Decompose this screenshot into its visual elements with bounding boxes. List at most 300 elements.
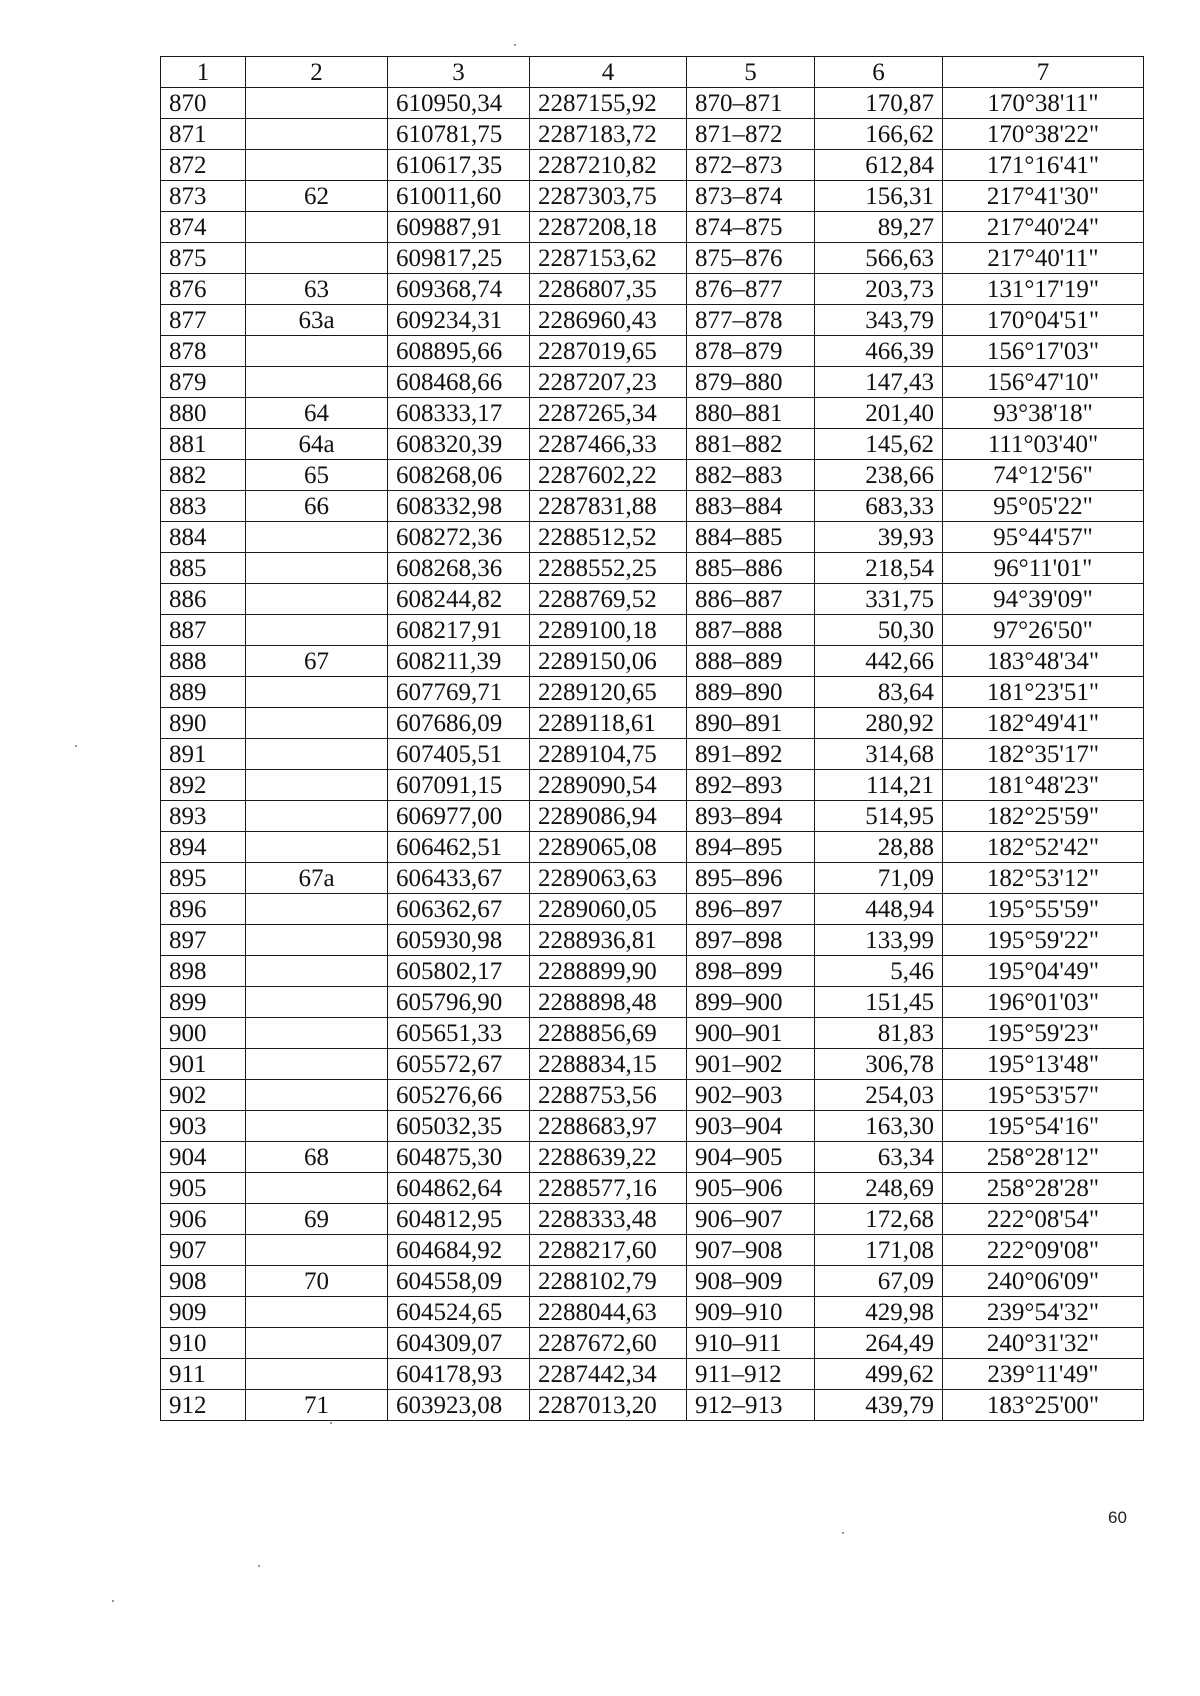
cell-segment: 885–886	[687, 553, 815, 584]
cell-segment: 902–903	[687, 1080, 815, 1111]
cell-coordinate-y: 2289065,08	[530, 832, 687, 863]
cell-sign-number	[246, 584, 388, 615]
cell-bearing: 74°12'56"	[943, 460, 1144, 491]
cell-coordinate-y: 2287831,88	[530, 491, 687, 522]
page-number: 60	[1108, 1508, 1127, 1527]
table-row	[161, 1297, 1144, 1328]
cell-point-number: 902	[161, 1080, 246, 1111]
table-row	[161, 398, 1144, 429]
cell-coordinate-y: 2288856,69	[530, 1018, 687, 1049]
coordinates-table	[160, 56, 1144, 1421]
cell-coordinate-x: 610011,60	[388, 181, 530, 212]
cell-coordinate-y: 2288769,52	[530, 584, 687, 615]
table-row	[161, 1142, 1144, 1173]
cell-point-number: 895	[161, 863, 246, 894]
scan-speck	[258, 1565, 260, 1567]
cell-bearing: 183°48'34"	[943, 646, 1144, 677]
cell-bearing: 195°13'48"	[943, 1049, 1144, 1080]
cell-coordinate-y: 2287019,65	[530, 336, 687, 367]
cell-sign-number	[246, 1018, 388, 1049]
cell-length: 280,92	[815, 708, 943, 739]
cell-coordinate-x: 607405,51	[388, 739, 530, 770]
scan-speck	[842, 1532, 844, 1534]
column-header-2: 2	[246, 57, 388, 88]
cell-coordinate-x: 605802,17	[388, 956, 530, 987]
cell-sign-number: 67a	[246, 863, 388, 894]
cell-segment: 878–879	[687, 336, 815, 367]
cell-coordinate-x: 610617,35	[388, 150, 530, 181]
cell-length: 163,30	[815, 1111, 943, 1142]
cell-coordinate-y: 2288834,15	[530, 1049, 687, 1080]
cell-coordinate-x: 608895,66	[388, 336, 530, 367]
cell-length: 171,08	[815, 1235, 943, 1266]
cell-length: 114,21	[815, 770, 943, 801]
cell-bearing: 94°39'09"	[943, 584, 1144, 615]
cell-sign-number: 67	[246, 646, 388, 677]
cell-sign-number: 69	[246, 1204, 388, 1235]
cell-segment: 893–894	[687, 801, 815, 832]
cell-coordinate-x: 606433,67	[388, 863, 530, 894]
cell-length: 151,45	[815, 987, 943, 1018]
cell-point-number: 893	[161, 801, 246, 832]
table-row	[161, 894, 1144, 925]
cell-coordinate-x: 608332,98	[388, 491, 530, 522]
cell-coordinate-y: 2288512,52	[530, 522, 687, 553]
table-row	[161, 1390, 1144, 1421]
table-row	[161, 1328, 1144, 1359]
cell-coordinate-y: 2287208,18	[530, 212, 687, 243]
cell-coordinate-x: 604178,93	[388, 1359, 530, 1390]
cell-bearing: 97°26'50"	[943, 615, 1144, 646]
cell-segment: 907–908	[687, 1235, 815, 1266]
cell-segment: 876–877	[687, 274, 815, 305]
cell-coordinate-y: 2287265,34	[530, 398, 687, 429]
cell-segment: 891–892	[687, 739, 815, 770]
cell-segment: 880–881	[687, 398, 815, 429]
cell-sign-number	[246, 956, 388, 987]
cell-coordinate-y: 2288899,90	[530, 956, 687, 987]
cell-sign-number: 63	[246, 274, 388, 305]
cell-point-number: 907	[161, 1235, 246, 1266]
cell-coordinate-x: 608272,36	[388, 522, 530, 553]
cell-segment: 899–900	[687, 987, 815, 1018]
cell-bearing: 195°55'59"	[943, 894, 1144, 925]
cell-coordinate-x: 608217,91	[388, 615, 530, 646]
table-row	[161, 956, 1144, 987]
cell-coordinate-y: 2289104,75	[530, 739, 687, 770]
cell-sign-number	[246, 522, 388, 553]
cell-segment: 875–876	[687, 243, 815, 274]
cell-coordinate-y: 2288936,81	[530, 925, 687, 956]
cell-segment: 904–905	[687, 1142, 815, 1173]
cell-segment: 900–901	[687, 1018, 815, 1049]
cell-coordinate-x: 604875,30	[388, 1142, 530, 1173]
cell-coordinate-x: 605930,98	[388, 925, 530, 956]
cell-coordinate-y: 2288102,79	[530, 1266, 687, 1297]
cell-segment: 909–910	[687, 1297, 815, 1328]
cell-bearing: 95°05'22"	[943, 491, 1144, 522]
cell-bearing: 195°59'23"	[943, 1018, 1144, 1049]
cell-coordinate-x: 609887,91	[388, 212, 530, 243]
cell-coordinate-y: 2287466,33	[530, 429, 687, 460]
cell-length: 499,62	[815, 1359, 943, 1390]
cell-length: 203,73	[815, 274, 943, 305]
cell-bearing: 156°47'10"	[943, 367, 1144, 398]
header-row	[161, 57, 1144, 88]
cell-coordinate-y: 2289060,05	[530, 894, 687, 925]
cell-point-number: 908	[161, 1266, 246, 1297]
cell-length: 71,09	[815, 863, 943, 894]
cell-segment: 874–875	[687, 212, 815, 243]
cell-segment: 898–899	[687, 956, 815, 987]
cell-sign-number	[246, 1328, 388, 1359]
cell-segment: 872–873	[687, 150, 815, 181]
cell-point-number: 897	[161, 925, 246, 956]
cell-segment: 901–902	[687, 1049, 815, 1080]
cell-bearing: 170°38'11"	[943, 88, 1144, 119]
cell-sign-number: 65	[246, 460, 388, 491]
cell-coordinate-y: 2288639,22	[530, 1142, 687, 1173]
table-row	[161, 1080, 1144, 1111]
table-row	[161, 150, 1144, 181]
cell-coordinate-y: 2287210,82	[530, 150, 687, 181]
cell-coordinate-x: 607769,71	[388, 677, 530, 708]
cell-length: 166,62	[815, 119, 943, 150]
cell-coordinate-y: 2288217,60	[530, 1235, 687, 1266]
cell-segment: 906–907	[687, 1204, 815, 1235]
cell-sign-number	[246, 119, 388, 150]
table-row	[161, 708, 1144, 739]
cell-point-number: 885	[161, 553, 246, 584]
table-row	[161, 584, 1144, 615]
table-row	[161, 615, 1144, 646]
cell-bearing: 93°38'18"	[943, 398, 1144, 429]
cell-length: 439,79	[815, 1390, 943, 1421]
table-row	[161, 832, 1144, 863]
cell-length: 264,49	[815, 1328, 943, 1359]
table-row	[161, 863, 1144, 894]
cell-point-number: 878	[161, 336, 246, 367]
cell-segment: 911–912	[687, 1359, 815, 1390]
cell-bearing: 195°04'49"	[943, 956, 1144, 987]
cell-coordinate-y: 2288333,48	[530, 1204, 687, 1235]
table-row	[161, 1266, 1144, 1297]
cell-bearing: 240°31'32"	[943, 1328, 1144, 1359]
cell-coordinate-y: 2288753,56	[530, 1080, 687, 1111]
table-row	[161, 646, 1144, 677]
cell-bearing: 170°04'51"	[943, 305, 1144, 336]
cell-sign-number: 71	[246, 1390, 388, 1421]
cell-bearing: 156°17'03"	[943, 336, 1144, 367]
cell-coordinate-y: 2287602,22	[530, 460, 687, 491]
cell-segment: 888–889	[687, 646, 815, 677]
table-row	[161, 274, 1144, 305]
cell-coordinate-y: 2288577,16	[530, 1173, 687, 1204]
cell-coordinate-x: 603923,08	[388, 1390, 530, 1421]
cell-segment: 892–893	[687, 770, 815, 801]
cell-point-number: 909	[161, 1297, 246, 1328]
cell-length: 448,94	[815, 894, 943, 925]
cell-sign-number: 70	[246, 1266, 388, 1297]
cell-sign-number	[246, 1080, 388, 1111]
cell-coordinate-x: 609368,74	[388, 274, 530, 305]
cell-point-number: 900	[161, 1018, 246, 1049]
cell-length: 218,54	[815, 553, 943, 584]
cell-length: 566,63	[815, 243, 943, 274]
table-row	[161, 1235, 1144, 1266]
cell-segment: 881–882	[687, 429, 815, 460]
table-row	[161, 1173, 1144, 1204]
cell-point-number: 899	[161, 987, 246, 1018]
cell-coordinate-x: 608468,66	[388, 367, 530, 398]
cell-segment: 908–909	[687, 1266, 815, 1297]
cell-sign-number	[246, 150, 388, 181]
cell-coordinate-x: 608268,36	[388, 553, 530, 584]
cell-sign-number: 62	[246, 181, 388, 212]
cell-point-number: 890	[161, 708, 246, 739]
cell-point-number: 883	[161, 491, 246, 522]
cell-point-number: 881	[161, 429, 246, 460]
cell-point-number: 903	[161, 1111, 246, 1142]
cell-coordinate-x: 606977,00	[388, 801, 530, 832]
scan-speck	[75, 745, 77, 747]
cell-length: 83,64	[815, 677, 943, 708]
table-row	[161, 522, 1144, 553]
cell-point-number: 879	[161, 367, 246, 398]
cell-coordinate-x: 608333,17	[388, 398, 530, 429]
cell-sign-number	[246, 894, 388, 925]
cell-point-number: 910	[161, 1328, 246, 1359]
column-header-3: 3	[388, 57, 530, 88]
cell-point-number: 872	[161, 150, 246, 181]
cell-coordinate-x: 604812,95	[388, 1204, 530, 1235]
cell-length: 67,09	[815, 1266, 943, 1297]
table-row	[161, 491, 1144, 522]
table-row	[161, 801, 1144, 832]
table-row	[161, 739, 1144, 770]
cell-sign-number	[246, 1111, 388, 1142]
cell-point-number: 874	[161, 212, 246, 243]
cell-bearing: 170°38'22"	[943, 119, 1144, 150]
cell-bearing: 95°44'57"	[943, 522, 1144, 553]
table-row	[161, 367, 1144, 398]
cell-sign-number	[246, 770, 388, 801]
cell-coordinate-x: 605032,35	[388, 1111, 530, 1142]
cell-sign-number: 64a	[246, 429, 388, 460]
table-row	[161, 1204, 1144, 1235]
cell-coordinate-y: 2287013,20	[530, 1390, 687, 1421]
cell-length: 466,39	[815, 336, 943, 367]
cell-bearing: 171°16'41"	[943, 150, 1144, 181]
cell-coordinate-x: 606362,67	[388, 894, 530, 925]
cell-length: 89,27	[815, 212, 943, 243]
cell-coordinate-y: 2287303,75	[530, 181, 687, 212]
cell-bearing: 181°48'23"	[943, 770, 1144, 801]
cell-sign-number	[246, 708, 388, 739]
cell-length: 5,46	[815, 956, 943, 987]
cell-bearing: 239°11'49"	[943, 1359, 1144, 1390]
cell-length: 201,40	[815, 398, 943, 429]
cell-sign-number: 64	[246, 398, 388, 429]
table-row	[161, 460, 1144, 491]
cell-bearing: 217°40'11"	[943, 243, 1144, 274]
cell-coordinate-x: 604862,64	[388, 1173, 530, 1204]
cell-bearing: 181°23'51"	[943, 677, 1144, 708]
table-row	[161, 212, 1144, 243]
cell-coordinate-y: 2287672,60	[530, 1328, 687, 1359]
table-row	[161, 1018, 1144, 1049]
column-header-6: 6	[815, 57, 943, 88]
cell-coordinate-y: 2288683,97	[530, 1111, 687, 1142]
cell-length: 612,84	[815, 150, 943, 181]
cell-coordinate-x: 608268,06	[388, 460, 530, 491]
cell-coordinate-y: 2289090,54	[530, 770, 687, 801]
cell-bearing: 96°11'01"	[943, 553, 1144, 584]
column-header-5: 5	[687, 57, 815, 88]
cell-point-number: 875	[161, 243, 246, 274]
cell-coordinate-y: 2286807,35	[530, 274, 687, 305]
cell-coordinate-y: 2287183,72	[530, 119, 687, 150]
cell-bearing: 258°28'28"	[943, 1173, 1144, 1204]
cell-sign-number: 63a	[246, 305, 388, 336]
cell-coordinate-x: 604309,07	[388, 1328, 530, 1359]
cell-coordinate-y: 2288044,63	[530, 1297, 687, 1328]
cell-coordinate-x: 610781,75	[388, 119, 530, 150]
cell-point-number: 896	[161, 894, 246, 925]
scan-speck	[330, 1422, 332, 1424]
cell-coordinate-x: 604524,65	[388, 1297, 530, 1328]
cell-coordinate-x: 608320,39	[388, 429, 530, 460]
cell-length: 683,33	[815, 491, 943, 522]
cell-sign-number	[246, 1049, 388, 1080]
cell-segment: 884–885	[687, 522, 815, 553]
cell-sign-number	[246, 987, 388, 1018]
cell-segment: 896–897	[687, 894, 815, 925]
cell-coordinate-y: 2289120,65	[530, 677, 687, 708]
cell-point-number: 891	[161, 739, 246, 770]
cell-bearing: 239°54'32"	[943, 1297, 1144, 1328]
cell-point-number: 882	[161, 460, 246, 491]
cell-coordinate-x: 605276,66	[388, 1080, 530, 1111]
cell-segment: 894–895	[687, 832, 815, 863]
cell-coordinate-y: 2287207,23	[530, 367, 687, 398]
cell-point-number: 870	[161, 88, 246, 119]
cell-length: 147,43	[815, 367, 943, 398]
cell-coordinate-x: 605651,33	[388, 1018, 530, 1049]
cell-length: 248,69	[815, 1173, 943, 1204]
cell-sign-number	[246, 88, 388, 119]
table-row	[161, 677, 1144, 708]
cell-point-number: 884	[161, 522, 246, 553]
table-row	[161, 925, 1144, 956]
cell-length: 133,99	[815, 925, 943, 956]
cell-sign-number	[246, 925, 388, 956]
cell-segment: 895–896	[687, 863, 815, 894]
cell-sign-number: 66	[246, 491, 388, 522]
cell-segment: 870–871	[687, 88, 815, 119]
cell-coordinate-y: 2289118,61	[530, 708, 687, 739]
cell-coordinate-x: 604684,92	[388, 1235, 530, 1266]
cell-coordinate-x: 604558,09	[388, 1266, 530, 1297]
cell-segment: 897–898	[687, 925, 815, 956]
cell-coordinate-y: 2287153,62	[530, 243, 687, 274]
cell-length: 514,95	[815, 801, 943, 832]
cell-sign-number	[246, 367, 388, 398]
cell-coordinate-y: 2287442,34	[530, 1359, 687, 1390]
cell-coordinate-y: 2288898,48	[530, 987, 687, 1018]
cell-bearing: 195°59'22"	[943, 925, 1144, 956]
column-header-1: 1	[161, 57, 246, 88]
cell-segment: 912–913	[687, 1390, 815, 1421]
cell-sign-number	[246, 212, 388, 243]
table-row	[161, 336, 1144, 367]
cell-point-number: 898	[161, 956, 246, 987]
table-row	[161, 429, 1144, 460]
cell-length: 156,31	[815, 181, 943, 212]
cell-bearing: 131°17'19"	[943, 274, 1144, 305]
cell-bearing: 182°49'41"	[943, 708, 1144, 739]
cell-point-number: 886	[161, 584, 246, 615]
cell-bearing: 182°52'42"	[943, 832, 1144, 863]
cell-point-number: 904	[161, 1142, 246, 1173]
cell-length: 63,34	[815, 1142, 943, 1173]
cell-segment: 871–872	[687, 119, 815, 150]
cell-segment: 873–874	[687, 181, 815, 212]
column-header-4: 4	[530, 57, 687, 88]
table-row	[161, 88, 1144, 119]
cell-length: 314,68	[815, 739, 943, 770]
cell-bearing: 240°06'09"	[943, 1266, 1144, 1297]
cell-point-number: 905	[161, 1173, 246, 1204]
cell-coordinate-y: 2288552,25	[530, 553, 687, 584]
table-row	[161, 1359, 1144, 1390]
table-row	[161, 305, 1144, 336]
cell-segment: 889–890	[687, 677, 815, 708]
cell-length: 442,66	[815, 646, 943, 677]
cell-coordinate-x: 607091,15	[388, 770, 530, 801]
cell-sign-number	[246, 801, 388, 832]
cell-coordinate-y: 2289063,63	[530, 863, 687, 894]
cell-segment: 890–891	[687, 708, 815, 739]
cell-point-number: 911	[161, 1359, 246, 1390]
table-row	[161, 770, 1144, 801]
scan-speck	[514, 44, 516, 46]
cell-coordinate-x: 608244,82	[388, 584, 530, 615]
table-body	[161, 88, 1144, 1421]
cell-segment: 905–906	[687, 1173, 815, 1204]
cell-segment: 903–904	[687, 1111, 815, 1142]
cell-point-number: 901	[161, 1049, 246, 1080]
cell-sign-number	[246, 336, 388, 367]
cell-point-number: 877	[161, 305, 246, 336]
cell-bearing: 195°53'57"	[943, 1080, 1144, 1111]
cell-point-number: 873	[161, 181, 246, 212]
cell-length: 343,79	[815, 305, 943, 336]
cell-length: 254,03	[815, 1080, 943, 1111]
cell-coordinate-x: 605796,90	[388, 987, 530, 1018]
cell-coordinate-x: 609817,25	[388, 243, 530, 274]
cell-point-number: 880	[161, 398, 246, 429]
cell-segment: 883–884	[687, 491, 815, 522]
cell-length: 170,87	[815, 88, 943, 119]
table-row	[161, 1111, 1144, 1142]
cell-sign-number	[246, 1173, 388, 1204]
cell-coordinate-y: 2289150,06	[530, 646, 687, 677]
cell-point-number: 887	[161, 615, 246, 646]
cell-length: 81,83	[815, 1018, 943, 1049]
cell-length: 39,93	[815, 522, 943, 553]
cell-sign-number	[246, 1359, 388, 1390]
